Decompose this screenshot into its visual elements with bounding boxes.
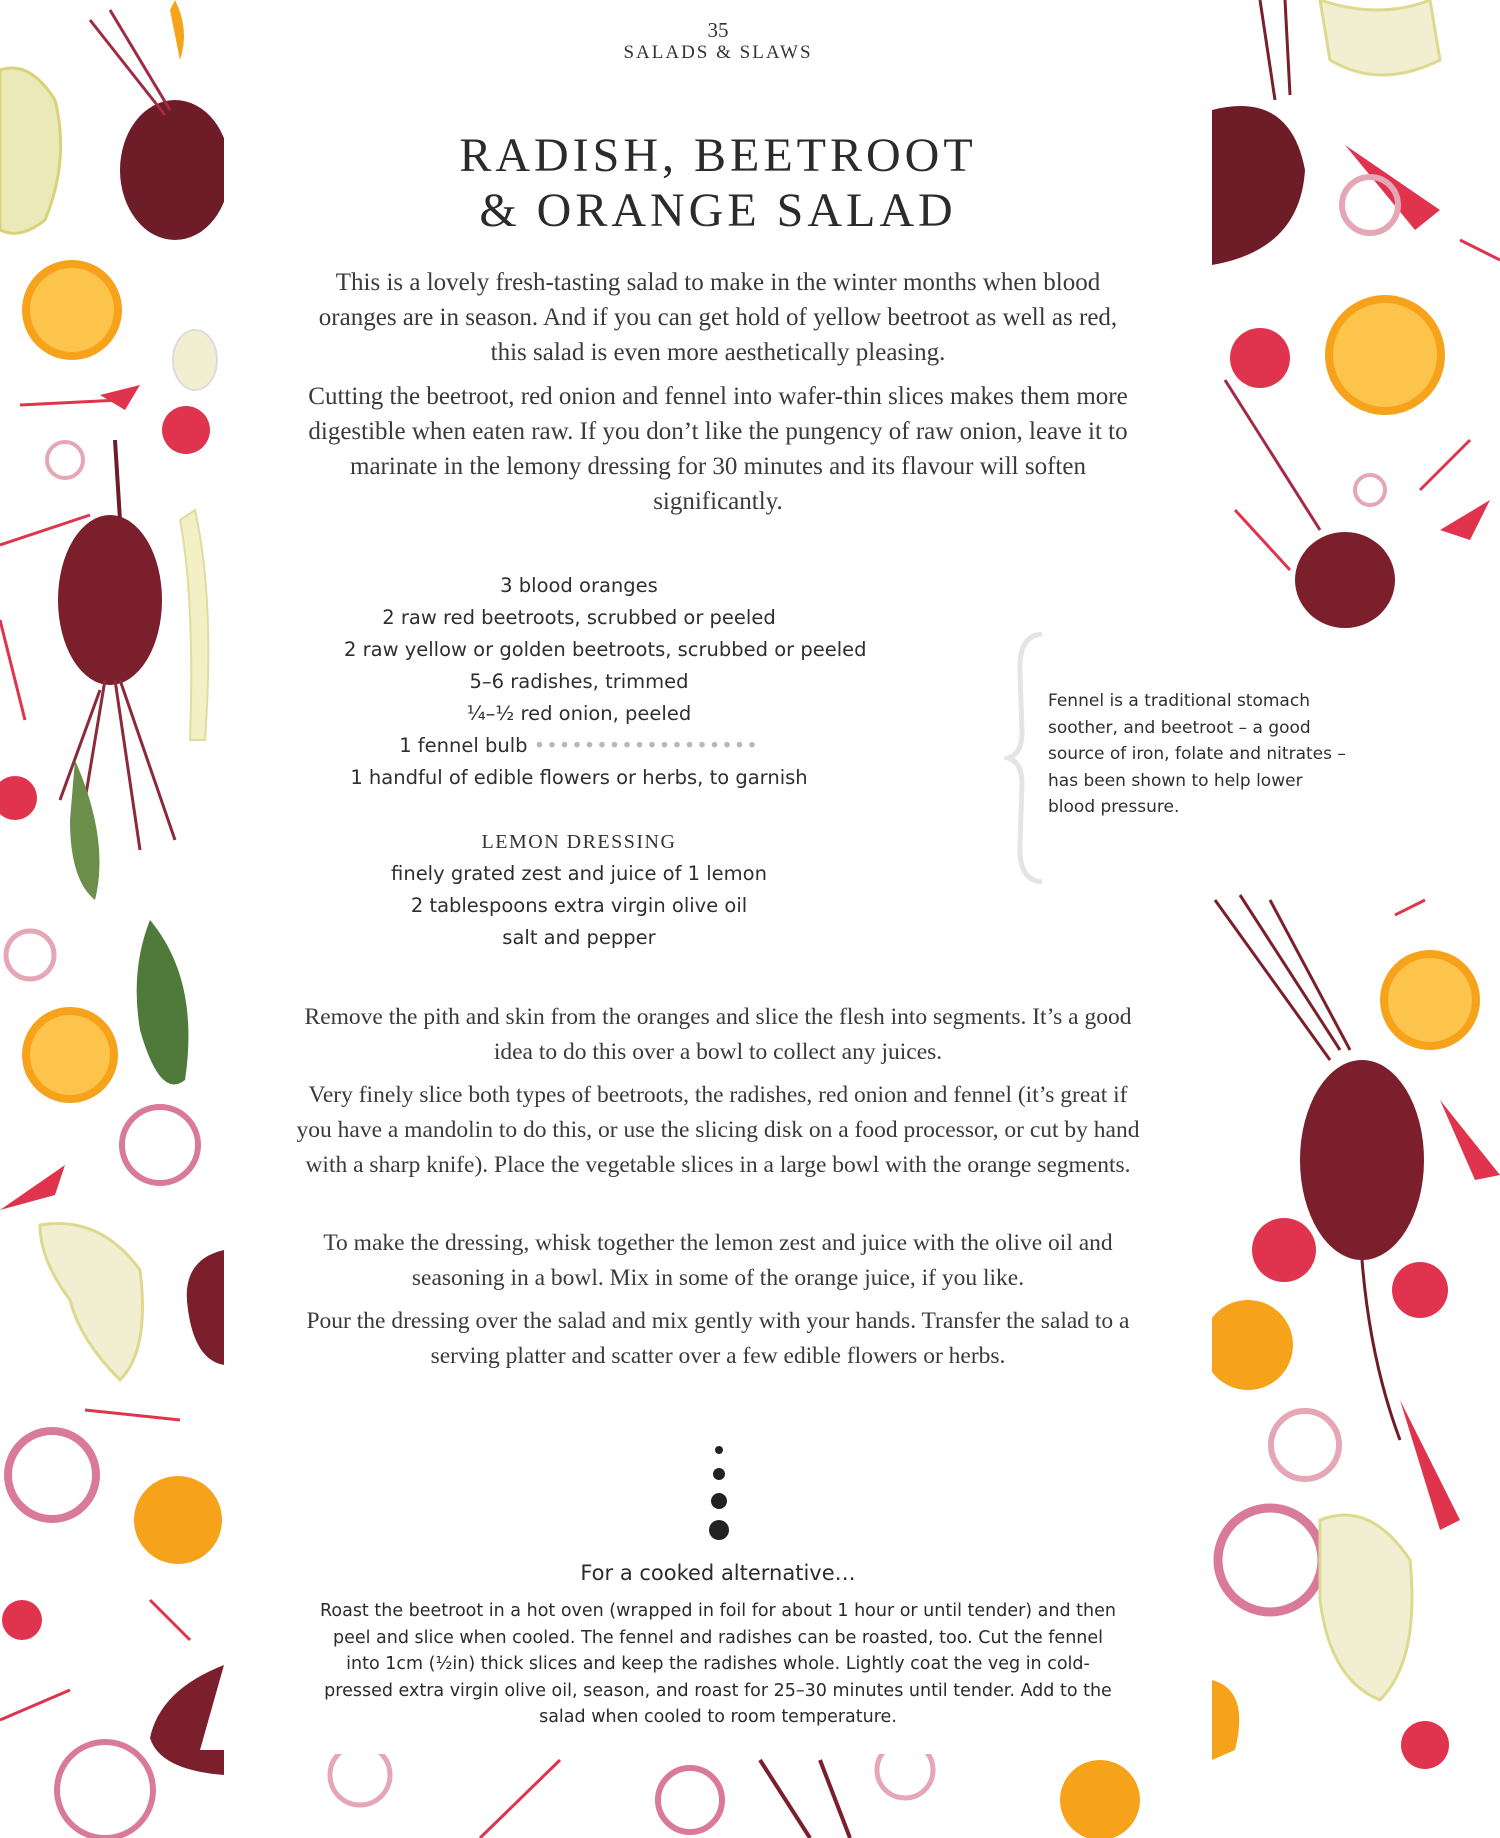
leader-dots: ••••••••••••••••••: [533, 734, 759, 757]
onion-ring-icon: [6, 931, 54, 979]
flower-icon: [1440, 1100, 1500, 1180]
orange-slice-icon: [1380, 950, 1480, 1050]
orange-slice-icon: [1325, 295, 1445, 415]
beetroot-with-leaves-icon: [58, 440, 188, 1084]
onion-ring-icon: [57, 1742, 153, 1838]
beet-slice-icon: [187, 1250, 224, 1365]
onion-ring-icon: [1342, 177, 1398, 233]
radish-slice-icon: [162, 406, 210, 454]
dressing-heading: LEMON DRESSING: [481, 831, 677, 853]
method-step: To make the dressing, whisk together the lemon zest and juice with the olive oil and seasoning in a bowl. Mix in some of the orange juice, if you like.: [323, 1230, 1113, 1291]
orange-slice-icon: [134, 1476, 222, 1564]
beetroot-icon: [1212, 0, 1305, 265]
dressing-item: 2 tablespoons extra virgin olive oil: [410, 894, 748, 917]
fennel-bulb-icon: [40, 1223, 143, 1380]
orange-top-left-icon: [170, 0, 184, 60]
beet-slice-icon: [150, 1665, 224, 1775]
onion-ring-icon: [122, 1107, 198, 1183]
ingredient-item: [344, 730, 814, 762]
dressing-item: finely grated zest and juice of 1 lemon: [391, 862, 767, 885]
method-step: Pour the dressing over the salad and mix gently with your hands. Transfer the salad to a serving platter and scatter over a few edible flowers or herbs.: [306, 1308, 1130, 1369]
radish-icon: [1401, 1721, 1449, 1769]
alternative-heading: For a cooked alternative…: [580, 1561, 856, 1585]
onion-ring-icon: [8, 1431, 96, 1519]
recipe-title-line1: RADISH, BEETROOT: [459, 129, 977, 182]
orange-slice-icon: [1060, 1760, 1140, 1838]
dressing-item: salt and pepper: [502, 926, 656, 949]
radish-slice-icon: [2, 1600, 42, 1640]
flower-icon: [20, 385, 140, 410]
ingredient-item: 2 raw red beetroots, scrubbed or peeled: [382, 606, 776, 629]
curly-brace-icon: [1004, 632, 1044, 884]
method-step: Remove the pith and skin from the oranges and slice the flesh into segments. It’s a good idea to do this over a bowl to collect any juices.: [304, 1004, 1132, 1065]
ingredient-list: [344, 570, 867, 794]
beetroot-icon: [90, 10, 230, 240]
section-title: SALADS & SLAWS: [623, 42, 813, 63]
fennel-bulb-icon: [1320, 0, 1440, 75]
orange-slice-icon: [22, 1007, 118, 1103]
divider-dots-icon: [704, 1440, 734, 1540]
flower-icon: [1400, 1400, 1460, 1530]
fennel-sidenote: Fennel is a traditional stomach soother, and beetroot – a good source of iron, folate and nitrates – has been shown to help lower blood pressure.: [1048, 691, 1346, 817]
flower-icon: [0, 620, 25, 720]
fennel-slice-icon: [0, 68, 61, 233]
flower-icon: [0, 1690, 70, 1720]
recipe-page: [224, 0, 1346, 1754]
ingredient-item: 3 blood oranges: [500, 574, 658, 597]
radish-slice-icon: [1230, 328, 1290, 388]
ingredient-item: 2 raw yellow or golden beetroots, scrubbed or peeled: [344, 638, 867, 661]
orange-slice-icon: [22, 260, 122, 360]
fennel-stalk-icon: [180, 510, 208, 740]
radish-slice-icon: [0, 776, 37, 820]
ingredient-item: 1 handful of edible flowers or herbs, to garnish: [350, 766, 808, 789]
method-step: Very finely slice both types of beetroots, the radishes, red onion and fennel (it’s great if you have a mandolin to do this, or use the slicing disk on a food processor, or cut by hand with a sharp knife). Place the vegetable slices in a large bowl with the orange segments.: [296, 1082, 1140, 1178]
dressing-list: [344, 858, 814, 954]
recipe-title-line2: & ORANGE SALAD: [479, 184, 957, 237]
beet-stalk-icon: [480, 1760, 850, 1838]
onion-ring-icon: [1355, 475, 1385, 505]
flower-icon: [1345, 145, 1500, 260]
fennel-slice-icon: [173, 330, 217, 390]
ingredient-item: 5–6 radishes, trimmed: [469, 670, 689, 693]
alternative-body: Roast the beetroot in a hot oven (wrapped in foil for about 1 hour or until tender) and then peel and slice when cooled. The fennel and radishes can be roasted, too. Cut the fennel into 1cm (½in) thick slices and keep the radishes whole. Lightly coat the veg in cold-pressed extra virgin olive oil, season, and roast for 25–30 minutes until tender. Add to the salad when cooled to room temperature.: [320, 1601, 1116, 1727]
ingredient-fennel-text: 1 fennel bulb: [399, 734, 528, 757]
orange-slice-icon: [1203, 1300, 1293, 1390]
flower-icon: [0, 1165, 65, 1210]
onion-ring-icon: [47, 442, 83, 478]
page-number: 35: [707, 18, 729, 42]
ingredient-item: ¼–½ red onion, peeled: [466, 702, 692, 725]
intro-paragraph: This is a lovely fresh-tasting salad to make in the winter months when blood oranges are in season. And if you can get hold of yellow beetroot as well as red, this salad is even more aesthetically pleasing.: [318, 269, 1118, 366]
fennel-bulb-icon: [1320, 1515, 1412, 1700]
orange-slice-icon: [1212, 1680, 1239, 1760]
intro-paragraph: Cutting the beetroot, red onion and fennel into wafer-thin slices makes them more digestible when eaten raw. If you don’t like the pungency of raw onion, leave it to marinate in the lemony dressing for 30 minutes and its flavour will soften significantly.: [308, 383, 1128, 515]
recipe-title: [224, 128, 1212, 238]
